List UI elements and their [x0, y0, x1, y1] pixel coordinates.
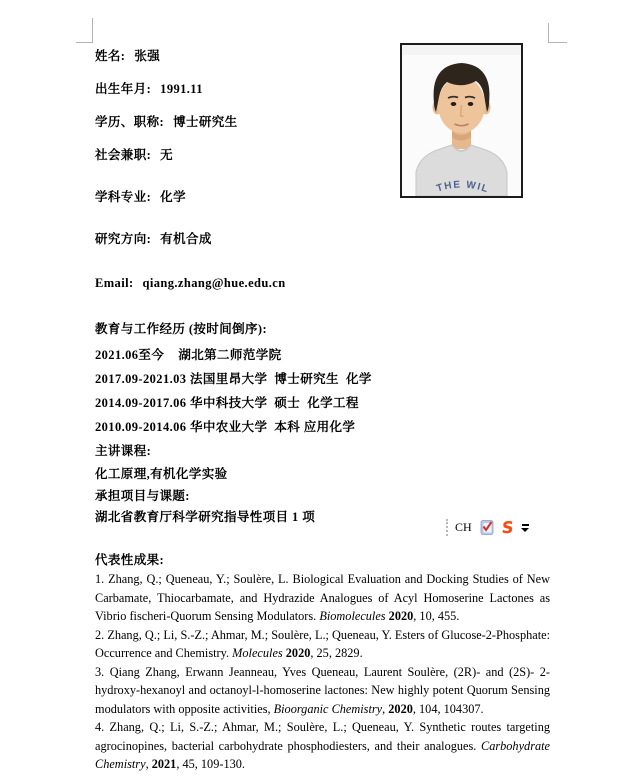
id-photo-illustration — [402, 45, 521, 196]
education-row: 2017.09-2021.03 法国里昂大学 博士研究生 化学 — [95, 372, 372, 386]
publication-year: 2020 — [388, 609, 414, 623]
field-research — [95, 232, 212, 247]
publication-item — [95, 626, 550, 663]
sogou-input-icon[interactable]: S — [500, 518, 515, 537]
ime-check-page-icon[interactable] — [479, 519, 495, 536]
publication-text: 3. Qiang Zhang, Erwann Jeanneau, Yves Queneau, Laurent Soulère, (2R)- and (2S)- 2-hydroxy-hexanoyl and octanoyl-l-homoserine lactones: New highly potent Quorum Sensing modulators with opposite activities, — [95, 664, 550, 716]
field-degree — [95, 115, 238, 130]
projects-heading: 承担项目与课题: — [95, 489, 190, 503]
publication-text: 4. Zhang, Q.; Li, S.-Z.; Ahmar, M.; Soulère, L.; Queneau, Y. Synthetic routes targeting agrocinopines, bacterial carbohydrate phosphodiesters, and their analogues. — [95, 720, 550, 753]
text-boundary-mark-top-left — [76, 18, 93, 43]
field-birth-label: 出生年月: — [95, 82, 152, 96]
text-boundary-mark-top-right — [548, 23, 567, 43]
publication-year: 2020 — [388, 701, 413, 716]
field-social-label: 社会兼职: — [95, 148, 152, 162]
field-name-label: 姓名: — [95, 49, 126, 63]
field-name — [95, 49, 160, 64]
id-photo — [400, 43, 523, 198]
journal-name: Molecules — [232, 646, 283, 660]
publication-year: 2021 — [151, 757, 177, 771]
publication-text: , — [382, 701, 389, 716]
publication-text: , 45, 109-130. — [176, 757, 245, 771]
field-research-label: 研究方向: — [95, 232, 152, 246]
journal-name: Carbohydrate Chemistry — [95, 738, 550, 771]
journal-name: Bioorganic Chemistry — [273, 701, 383, 716]
chevron-down-icon — [521, 528, 529, 532]
field-research-value: 有机合成 — [160, 232, 212, 246]
field-degree-value: 博士研究生 — [173, 115, 238, 129]
shirt-text: THE WIL — [435, 179, 491, 196]
field-email-label: Email: — [95, 276, 134, 290]
field-social — [95, 148, 173, 163]
options-chevron-icon[interactable] — [520, 522, 530, 534]
education-row: 2021.06至今 湖北第二师范学院 — [95, 348, 282, 362]
publication-text: 2. Zhang, Q.; Li, S.-Z.; Ahmar, M.; Soulère, L.; Queneau, Y. Esters of Glucose-2-Phosphate: Occurrence and Chemistry. — [95, 627, 550, 660]
publication-text: 1. Zhang, Q.; Queneau, Y.; Soulère, L. Biological Evaluation and Docking Studies of New Carbamate, Thiocarbamate, and Hydrazide Analogues of Acyl Homoserine Lactones as Vibrio fischeri-Quorum Sensing Modulators. — [95, 572, 550, 623]
field-social-value: 无 — [160, 148, 174, 162]
publication-item — [95, 718, 550, 774]
publication-text: , 25, 2829. — [310, 646, 363, 660]
publications-section — [95, 551, 550, 774]
courses-line: 化工原理,有机化学实验 — [95, 467, 228, 481]
publication-item — [95, 663, 550, 719]
field-discipline-value: 化学 — [160, 190, 186, 204]
language-bar[interactable] — [443, 516, 535, 539]
field-email-value: qiang.zhang@hue.edu.cn — [142, 276, 286, 290]
education-row: 2014.09-2017.06 华中科技大学 硕士 化学工程 — [95, 396, 359, 410]
field-degree-label: 学历、职称: — [95, 115, 165, 129]
field-name-value: 张强 — [134, 49, 161, 63]
education-heading: 教育与工作经历 (按时间倒序): — [95, 322, 268, 336]
results-heading: 代表性成果: — [95, 553, 165, 567]
courses-heading: 主讲课程: — [95, 444, 152, 458]
field-discipline — [95, 190, 186, 205]
publication-item — [95, 570, 550, 626]
projects-line: 湖北省教育厅科学研究指导性项目 1 项 — [95, 510, 316, 524]
publication-year: 2020 — [285, 646, 311, 660]
language-indicator-button[interactable]: CH — [455, 520, 472, 534]
drag-handle-icon[interactable] — [446, 519, 448, 536]
publication-text: , — [145, 757, 152, 771]
field-birth — [95, 82, 203, 97]
publication-text: , 10, 455. — [413, 609, 460, 623]
field-birth-value: 1991.11 — [160, 82, 203, 96]
journal-name: Biomolecules — [319, 609, 386, 623]
field-email — [95, 276, 286, 291]
publication-text: , 104, 104307. — [412, 701, 484, 716]
education-row: 2010.09-2014.06 华中农业大学 本科 应用化学 — [95, 420, 356, 434]
field-discipline-label: 学科专业: — [95, 190, 152, 204]
minimize-bar-icon — [522, 524, 529, 526]
